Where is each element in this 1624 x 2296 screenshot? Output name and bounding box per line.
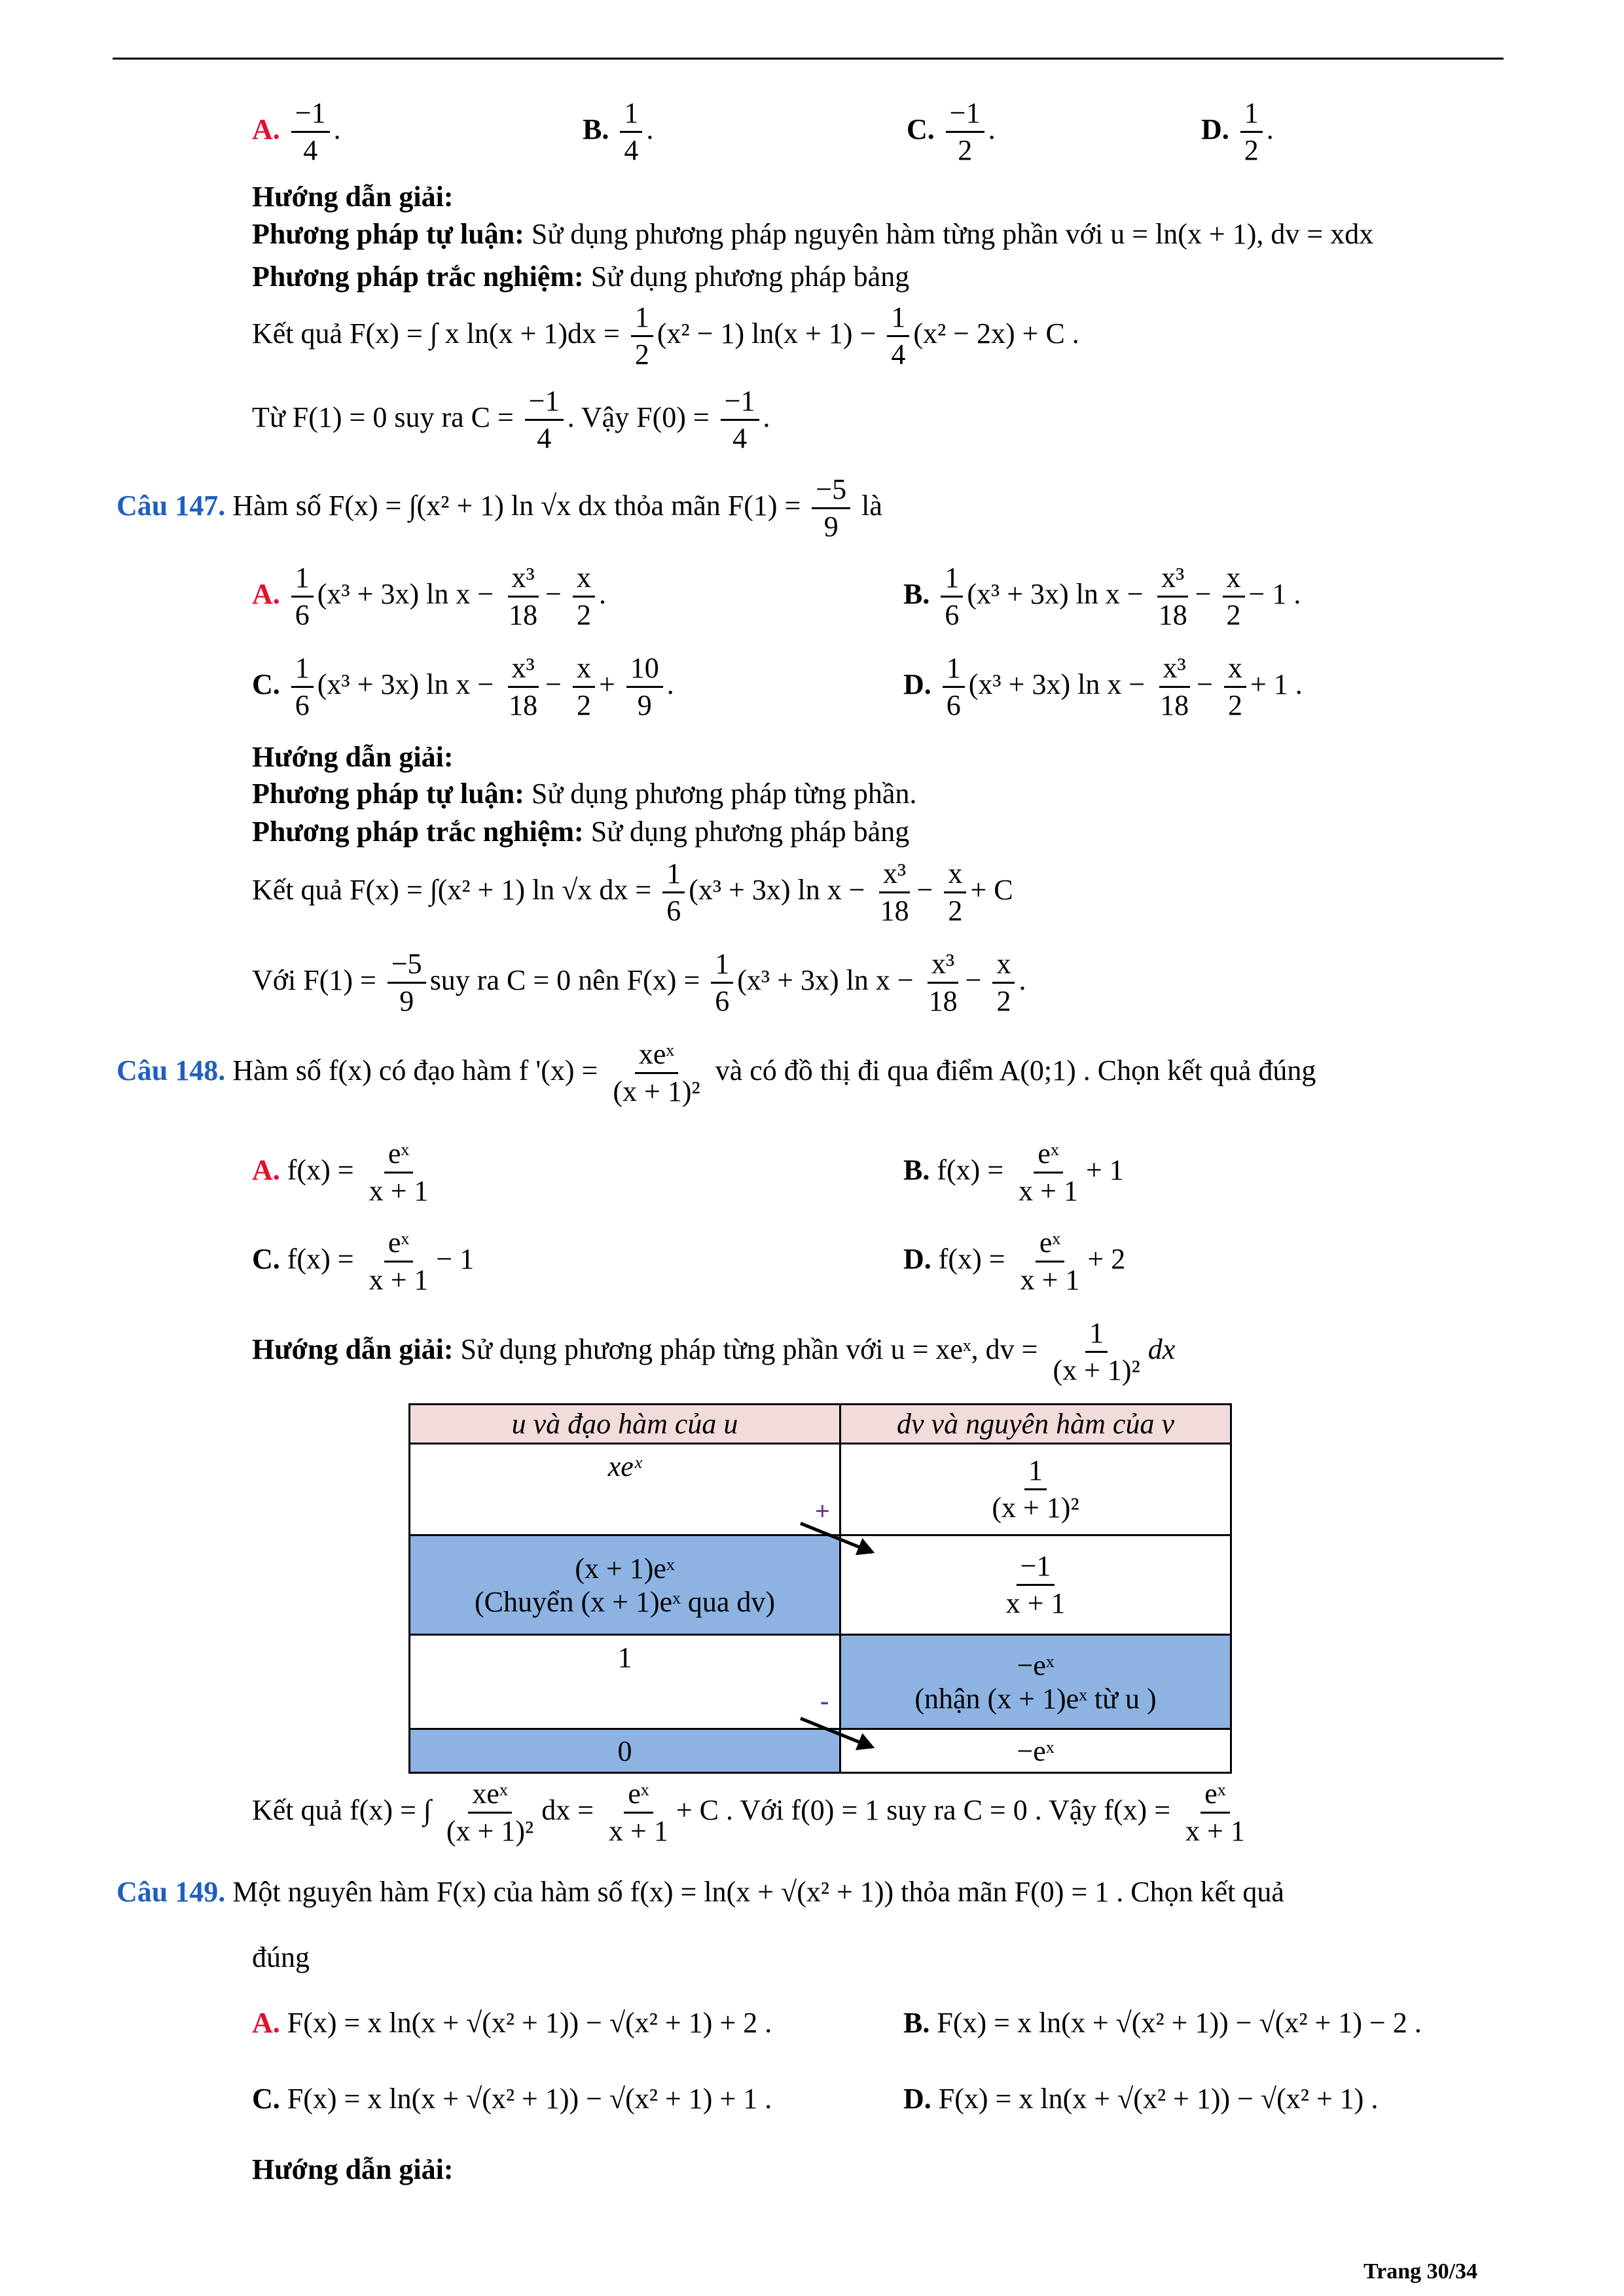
q148-solution-line: Hướng dẫn giải: Sử dụng phương pháp từng phần với u = xeˣ, dv = $\frac{1}{\text{(x + 1)²}}$ dx [252, 1317, 1176, 1387]
q149-option-a: A. F(x) = x ln(x + √(x² + 1)) − √(x² + 1) + 2 . [252, 2007, 772, 2039]
table-r3-right: −eˣ (nhận (x + 1)eˣ từ u ) [841, 1636, 1230, 1730]
prev-option-a: A. $\frac{-1}{4}$ . [252, 97, 341, 167]
table-r3-left: 1 [410, 1636, 841, 1730]
prev-option-b: B. $\frac{1}{4}$ . [583, 97, 654, 167]
prev-trac-nghiem: Phương pháp trắc nghiệm: Sử dụng phương pháp bảng [252, 260, 910, 293]
q147-trac-nghiem: Phương pháp trắc nghiệm: Sử dụng phương pháp bảng [252, 816, 910, 848]
q148-option-b: B. f(x) = $\frac{\text{eˣ}}{x + 1}$ + 1 [903, 1138, 1124, 1208]
q149-stem-cont: đúng [252, 1941, 310, 1973]
q148-option-a: A. f(x) = $\frac{\text{eˣ}}{x + 1}$ [252, 1138, 429, 1208]
prev-option-d: D. $\frac{1}{2}$ . [1201, 97, 1274, 167]
q147-option-a: A. $\frac{1}{6}$ (x³ + 3x) ln x − $\frac{\text{x³}}{18}$ − $\frac{x}{2}$ . [252, 562, 606, 632]
q148-stem: Câu 148. Hàm số f(x) có đạo hàm f '(x) = $\frac{\text{xeˣ}}{\text{(x + 1)²}}$ và có đồ thị đi qua điểm A(0;1) . Chọn kết quả đúng [117, 1038, 1316, 1108]
q147-voi-line: Với F(1) = $\frac{-5}{9}$ suy ra C = 0 nên F(x) = $\frac{1}{6}$ (x³ + 3x) ln x − $\frac{\text{x³}}{18}$ − $\frac{x}{2}$ . [252, 948, 1026, 1018]
table-r4-right: −eˣ [1017, 1734, 1055, 1767]
q149-solution-heading: Hướng dẫn giải: [252, 2153, 454, 2185]
prev-option-c: C. $\frac{-1}{2}$ . [907, 97, 996, 167]
table-header-left: u và đạo hàm của u [410, 1405, 841, 1444]
q149-option-c: C. F(x) = x ln(x + √(x² + 1)) − √(x² + 1) + 1 . [252, 2083, 772, 2115]
q148-ket-qua: Kết quả f(x) = ∫ $\frac{\text{xeˣ}}{\text{(x + 1)²}}$ dx = $\frac{\text{eˣ}}{x + 1}$ + C . Với f(0) = 1 suy ra C = 0 . Vậy f(x) = $\frac{\text{eˣ}}{x + 1}$ [252, 1778, 1245, 1848]
q149-option-d: D. F(x) = x ln(x + √(x² + 1)) − √(x² + 1) . [903, 2083, 1379, 2115]
q147-option-d: D. $\frac{1}{6}$ (x³ + 3x) ln x − $\frac{\text{x³}}{18}$ − $\frac{x}{2}$ + 1 . [903, 652, 1303, 722]
prev-tu-luan: Phương pháp tự luận: Sử dụng phương pháp nguyên hàm từng phần với u = ln(x + 1), dv = xdx [252, 218, 1374, 250]
sign-plus: + [815, 1496, 830, 1526]
table-r2-right: $\frac{-1}{x + 1}$ [841, 1536, 1230, 1636]
table-r1-left: xeˣ [410, 1444, 841, 1536]
q147-tu-luan: Phương pháp tự luận: Sử dụng phương pháp từng phần. [252, 778, 917, 810]
tabular-method-table [408, 1403, 1232, 1774]
top-rule [113, 58, 1504, 60]
q147-option-c: C. $\frac{1}{6}$ (x³ + 3x) ln x − $\frac{\text{x³}}{18}$ − $\frac{x}{2}$ + $\frac{10}{9}$ . [252, 652, 674, 722]
q147-stem: Câu 147. Hàm số F(x) = ∫(x² + 1) ln √x dx thỏa mãn F(1) = $\frac{-5}{9}$ là [117, 473, 882, 543]
sign-minus: - [820, 1686, 829, 1715]
q148-option-c: C. f(x) = $\frac{\text{eˣ}}{x + 1}$ − 1 [252, 1227, 475, 1297]
prev-ket-qua: Kết quả F(x) = ∫ x ln(x + 1)dx = $\frac{1}{2}$ (x² − 1) ln(x + 1) − $\frac{1}{4}$ (x² − 2x) + C . [252, 301, 1079, 371]
page-number: Trang 30/34 [1363, 2259, 1478, 2284]
prev-solution-heading: Hướng dẫn giải: [252, 181, 454, 213]
table-r4-left: 0 [410, 1730, 841, 1772]
prev-tu-line: Từ F(1) = 0 suy ra C = $\frac{-1}{4}$ . Vậy F(0) = $\frac{-1}{4}$ . [252, 385, 770, 455]
q149-option-b: B. F(x) = x ln(x + √(x² + 1)) − √(x² + 1) − 2 . [903, 2007, 1422, 2039]
table-r1-right: $\frac{1}{\text{(x + 1)²}}$ [841, 1444, 1230, 1536]
q148-option-d: D. f(x) = $\frac{\text{eˣ}}{x + 1}$ + 2 [903, 1227, 1126, 1297]
q147-solution-heading: Hướng dẫn giải: [252, 741, 454, 773]
q147-ket-qua: Kết quả F(x) = ∫(x² + 1) ln √x dx = $\frac{1}{6}$ (x³ + 3x) ln x − $\frac{\text{x³}}{18}$ − $\frac{x}{2}$ + C [252, 857, 1013, 927]
q149-stem: Câu 149. Một nguyên hàm F(x) của hàm số f(x) = ln(x + √(x² + 1)) thỏa mãn F(0) = 1 . Chọn kết quả [117, 1876, 1284, 1908]
q147-option-b: B. $\frac{1}{6}$ (x³ + 3x) ln x − $\frac{\text{x³}}{18}$ − $\frac{x}{2}$ − 1 . [903, 562, 1301, 632]
table-r2-left: (x + 1)eˣ (Chuyển (x + 1)eˣ qua dv) [410, 1536, 841, 1636]
table-header-right: dv và nguyên hàm của v [841, 1405, 1230, 1444]
